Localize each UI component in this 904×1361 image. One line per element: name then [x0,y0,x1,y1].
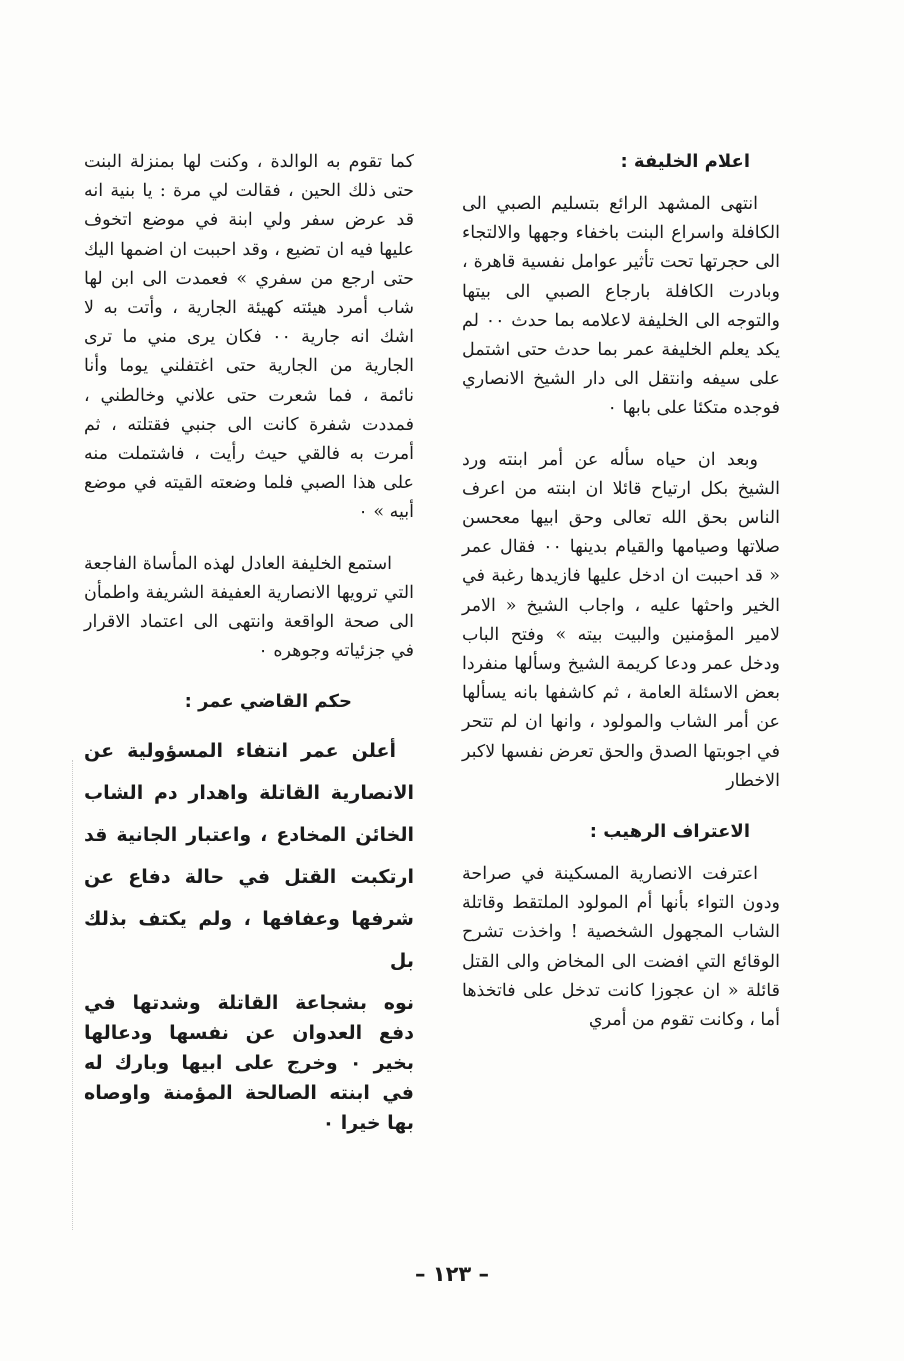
right-column [462,148,780,1035]
paragraph-caliph-informed: انتهى المشهد الرائع بتسليم الصبي الى الكافلة واسراع البنت باخفاء وجهها والالتجاء الى حجرتها تحت تأثير عوامل نفسية قاهرة ، وبادرت الكافلة بارجاع الصبي الى بيتها والتوجه الى الخليفة لاعلامه بما حدث ٠٠ لم يكد يعلم الخليفة عمر بما حدث حتى اشتمل على سيفه وانتقل الى دار الشيخ الانصاري فوجده متكئا على بابها ٠ [462,194,780,419]
spacer [462,424,780,446]
section-heading-caliph-informed: اعلام الخليفة : [620,151,750,172]
section-heading-judge-verdict: حكم القاضي عمر : [184,691,352,713]
spacer [462,846,780,860]
scan-margin-artifact [72,760,76,1230]
paragraph-omar-visits-sheikh: وبعد ان حياه سأله عن أمر ابنته ورد الشيخ بكل ارتياح قائلا ان ابنته من اعرف الناس بحق الله تعالى وحق ابيها معحسن صلاتها وصيامها والقيام بدينها ٠٠ فقال عمر « قد احببت ان ادخل عليها فازيدها رغبة في الخير واحثها عليه ، واجاب الشيخ « الامر لامير المؤمنين والبيت بيته » وفتح الباب ودخل عمر ودعا كريمة الشيخ وسألها منفردا بعض الاسئلة العامة ، ثم كاشفها بانه يسألها عن أمر الشاب والمولود ، وانها ان لم تتحر في اجوبتها الصدق والحق تعرض نفسها لاكبر الاخطار [462,449,780,791]
verdict-paragraph-2: نوه بشجاعة القاتلة وشدتها في دفع العدوان عن نفسها ودعالها بخير ٠ وخرج على ابيها وبارك له في ابنته الصالحة المؤمنة واوصاه بها خيرا ٠ [84,992,414,1135]
spacer [462,176,780,190]
paragraph-confession: اعترفت الانصارية المسكينة في صراحة ودون التواء بأنها أم المولود الملتقط وقاتلة الشاب المجهول الشخصية ! واخذت تشرح الوقائع التي افضت الى المخاض والى القتل قائلة « ان عجوزا كانت تدخل على فاتخذها أما ، وكانت تقوم من أمري [462,864,780,1031]
paragraph-caliph-listens: استمع الخليفة العادل لهذه المأساة الفاجعة التي ترويها الانصارية العفيفة الشريفة واطمأن الى صحة الواقعة وانتهى الى اعتماد الاقرار في جزئياته وجوهره ٠ [84,553,414,662]
paragraph-confession-continued: كما تقوم به الوالدة ، وكنت لها بمنزلة البنت حتى ذلك الحين ، فقالت لي مرة : يا بنية انه قد عرض سفر ولي ابنة في موضع اتخوف عليها فيه ان تضيع ، وقد احببت ان اضمها اليك حتى ارجع من سفري » فعمدت الى ابن لها شاب أمرد هيئته كهيئة الجارية ، وأتت به لا اشك انه جارية ٠٠ فكان يرى مني ما ترى الجارية من الجارية حتى اغتفلني يوما وأنا نائمة ، فما شعرت حتى علاني وخالطني ، فمددت شفرة كانت الى جنبي فقتلته ، ثم أمرت به فالقي حيث رأيت ، فاشتملت منه على هذا الصبي فلما وضعته القيته في موضع أبيه » ٠ [84,152,415,523]
page-number: – ١٢٣ – [414,1262,490,1286]
spacer [84,716,414,730]
spacer [84,666,414,688]
section-heading-confession: الاعتراف الرهيب : [589,821,750,843]
verdict-paragraph-1: أعلن عمر انتفاء المسؤولية عن الانصارية القاتلة واهدار دم الشاب الخائن المخادع ، واعتبار الجانية قد ارتكبت القتل في حالة دفاع عن شرفها وعفافها ، ولم يكتف بذلك بل [84,740,414,973]
spacer [462,796,780,818]
spacer [84,528,414,550]
left-column [84,148,414,1138]
